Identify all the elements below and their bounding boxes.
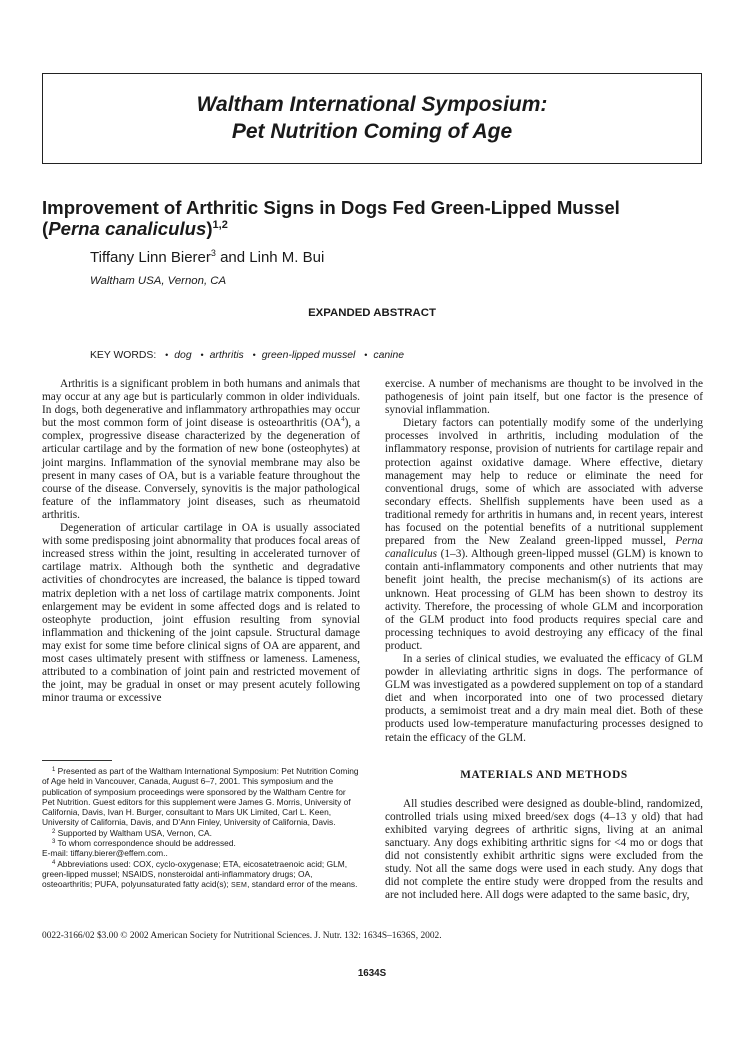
paragraph-text: Arthritis is a significant problem in both humans and animals that may occur at any age but is particularly common in older individuals. In dogs, both degenerative and inflammatory arthropathies may occur but the most common form of joint disease is osteoarthritis (OA (42, 378, 360, 430)
footnote-text: Supported by Waltham USA, Vernon, CA. (55, 827, 212, 838)
keyword-item: dog (174, 350, 192, 361)
author-1-footnote-marker: 3 (210, 248, 216, 258)
title-paren-open: ( (42, 218, 49, 239)
author-line (90, 249, 324, 267)
banner-line-2: Pet Nutrition Coming of Age (231, 120, 513, 143)
body-paragraph: exercise. A number of mechanisms are thought to be involved in the pathogenesis of joint pain itself, but one factor is the presence of synovial inflammation. (385, 378, 703, 417)
footnote-2 (42, 828, 360, 838)
symposium-banner (42, 73, 702, 164)
footnote-number: 1 (52, 767, 56, 773)
banner-line-1: Waltham International Symposium: (196, 93, 548, 116)
keyword-item: canine (373, 350, 405, 361)
footnote-text: , standard error of the means. (247, 879, 358, 890)
author-2: and Linh M. Bui (215, 249, 325, 266)
article-title (42, 197, 702, 239)
keyword-item: arthritis (209, 350, 244, 361)
footnote-text: Abbreviations used: COX, cyclo-oxygenase; ETA, eicosatetraenoic acid; GLM, green-lipped mussel; NSAIDS, nonsteroidal anti-inflammatory drugs; OA, osteoarthritis; PUFA, polyunsaturated fatty acid(s); (42, 858, 348, 890)
body-paragraph: In a series of clinical studies, we evaluated the efficacy of GLM powder in alleviating arthritic signs in dogs. The performance of GLM was investigated as a powdered supplement on top of a standard diet and when incorporated into one of two processed dietary products, a semimoist treat and a dry main meal diet. Both of these products used low-temperature manufacturing processes designed to retain the efficacy of the GLM. (385, 652, 703, 744)
keyword-bullet: • (165, 350, 169, 360)
affiliation: Waltham USA, Vernon, CA (90, 275, 227, 287)
keywords-label: KEY WORDS: (90, 350, 157, 361)
body-paragraph (385, 417, 703, 653)
section-label: EXPANDED ABSTRACT (308, 307, 436, 319)
left-column (42, 378, 360, 705)
title-main: Improvement of Arthritic Signs in Dogs Fed Green-Lipped Mussel (42, 197, 620, 218)
footnote-number: 4 (52, 859, 56, 866)
body-paragraph (42, 378, 360, 522)
footnote-email: E-mail: tiffany.bierer@effem.com.. (42, 848, 168, 859)
title-footnote-marker: 1,2 (212, 219, 228, 231)
footnote-text: Presented as part of the Waltham International Symposium: Pet Nutrition Coming of Age held in Vancouver, Canada, August 6–7, 2001. This symposium and the publication of symposium proceedings were sponsored by the Waltham Centre for Pet Nutrition. Guest editors for this supplement were James G. Morris, University of California, Davis, Ivan H. Burger, consultant to Mars UK Limited, Carl L. Keen, University of California, Davis, and D’Ann Finley, University of California, Davis. (42, 766, 359, 828)
section-heading-methods: MATERIALS AND METHODS (460, 768, 628, 781)
author-1: Tiffany Linn Bierer (90, 249, 211, 266)
species-name: Perna canaliculus (385, 535, 703, 561)
footnote-4 (42, 859, 360, 892)
title-paren-close: ) (206, 218, 213, 239)
footnote-3 (42, 838, 360, 848)
paragraph-text: (1–3). Although green-lipped mussel (GLM) is known to contain anti-inflammatory components and other nutrients that may benefit joint health, the precise mechanism(s) of its actions are unknown. Heat processing of GLM has been shown to destroy its activity. Therefore, the processing of whole GLM and incorporation of the GLM product into food products requires special care and processing techniques to avoid destroying any efficacy of the final product. (385, 548, 703, 652)
footnote-number: 2 (52, 828, 56, 835)
keyword-bullet: • (252, 350, 256, 360)
citation-line: 0022-3166/02 $3.00 © 2002 American Society for Nutritional Sciences. J. Nutr. 132: 1634S–1636S, 2002. (42, 931, 442, 941)
keywords-line (90, 350, 404, 361)
page-number: 1634S (357, 968, 387, 979)
footnote-1 (42, 766, 360, 828)
paragraph-text: ), a complex, progressive disease characterized by the degeneration of articular cartilage and by the formation of new bone (osteophytes) at joint margins. Inflammation of the synovial membrane may also be present in many cases of OA, but is a variable feature throughout the course of the disease. Conversely, synovitis is the major pathological feature of the inflammatory joint diseases, such as rheumatoid arthritis. (42, 417, 360, 521)
footnote-divider (42, 760, 112, 761)
keyword-item: green-lipped mussel (261, 350, 356, 361)
keyword-bullet: • (364, 350, 368, 360)
footnote-abbrev: SEM (231, 882, 248, 890)
right-column (385, 378, 703, 902)
body-paragraph: Degeneration of articular cartilage in OA is usually associated with some predisposing joint abnormality that produces focal areas of increased stress within the joint, resulting in accelerated turnover of cartilage matrix. Although both the synthetic and degradative activities of chondrocytes are increased, the balance is tipped toward matrix depletion with a net loss of cartilage matrix components. Joint enlargement may be evident in some affected dogs and is related to osteophyte production, joint effusion resulting from synovial inflammation and thickening of the joint capsule. Structural damage may exist for some time before clinical signs of OA are apparent, and most cases ultimately present with stiffness or lameness. Lameness, attributed to a combination of joint pain and restricted movement of the joint, may be gradual in onset or may present acutely following minor trauma or excessive (42, 522, 360, 705)
footnote-text: To whom correspondence should be addressed. (55, 838, 236, 849)
footnote-marker: 4 (341, 415, 345, 424)
footnote-number: 3 (52, 839, 56, 846)
paragraph-text: Dietary factors can potentially modify some of the underlying processes involved in arthritis, including modulation of the inflammatory response, provision of nutrients for cartilage repair and protection against oxidative damage. Where effective, dietary management may help to reduce or eliminate the need for conventional drugs, some of which are associated with adverse secondary effects. Shellfish supplements have been used as a traditional remedy for arthritis in humans and, in recent years, interest has focused on the potential benefits of a nutritional supplement prepared from the New Zealand green-lipped mussel, (385, 417, 703, 548)
footnotes (42, 766, 360, 892)
keyword-bullet: • (200, 350, 204, 360)
title-species: Perna canaliculus (48, 218, 207, 239)
body-paragraph: All studies described were designed as double-blind, randomized, controlled trials using mixed breed/sex dogs (4–13 y old) that had exhibited varying degrees of arthritic signs, living at an animal sanctuary. Any dogs exhibiting arthritic signs for <4 mo or dogs that did not consistently exhibit arthritic signs were excluded from the study. Not all the same dogs were used in each study. Any dogs that did not complete the entire study were dropped from the results and are not included here. All dogs were adapted to the same basic, dry, (385, 797, 703, 902)
